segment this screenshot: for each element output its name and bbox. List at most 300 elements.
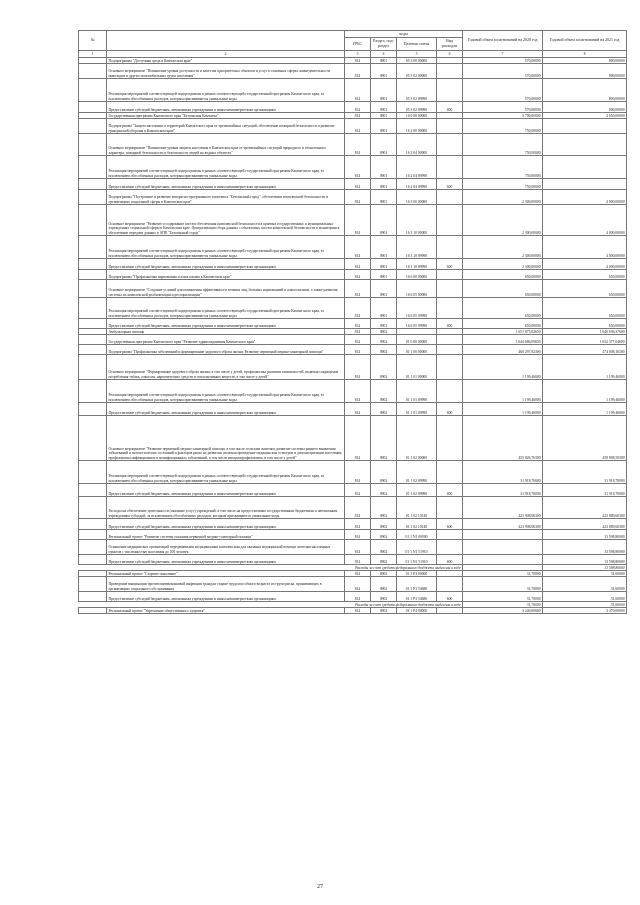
row-number [79, 259, 107, 270]
row-number [79, 64, 107, 79]
row-number [79, 592, 107, 602]
col-num-3: 3 [345, 51, 371, 58]
grbs-code: 814 [345, 355, 371, 380]
amount-2020: 31,70000 [463, 602, 543, 608]
expense-type-code [437, 608, 463, 614]
amount-2021: 423 889,60300 [543, 519, 627, 530]
grbs-code: 814 [345, 461, 371, 484]
amount-2021: 458 808,50300 [543, 416, 627, 461]
amount-2021: 800,00000 [543, 102, 627, 113]
amount-2021: 4 000,00000 [543, 236, 627, 259]
amount-2020 [463, 555, 543, 565]
row-name: Предоставление субсидий бюджетным, автономным учреждениям и иным некоммерческим организациям [107, 102, 345, 113]
table-row [79, 592, 627, 602]
amount-2021: 31,60000 [543, 577, 627, 592]
expense-type-code [437, 497, 463, 519]
row-name: Реализация мероприятий соответствующей подпрограммы в рамках соответствующей государственной программы Камчатского края, за исключением обособленных расходов, которым присваиваются уникальные коды [107, 79, 345, 102]
target-article-code: 01 0 00 00000 [397, 335, 437, 345]
amount-2020: 31,70000 [463, 571, 543, 577]
expense-type-code [437, 530, 463, 540]
expense-type-code [437, 335, 463, 345]
table-row [79, 497, 627, 519]
header-2021: Годовой объем ассигнований на 2021 год [543, 31, 627, 51]
table-row [79, 540, 627, 555]
row-number [79, 298, 107, 319]
row-name: Реализация мероприятий соответствующей подпрограммы в рамках соответствующей государственной программы Камчатского края, за исключением обособленных расходов, которым присваиваются уникальные коды [107, 298, 345, 319]
amount-2020: 570,00000 [463, 79, 543, 102]
table-row [79, 555, 627, 565]
amount-2020: 1 199,46000 [463, 403, 543, 416]
razdel-code: 0902 [371, 416, 397, 461]
amount-2020 [463, 530, 543, 540]
row-name: Амбулаторная помощь [107, 329, 345, 335]
grbs-code: 814 [345, 119, 371, 134]
expense-type-code [437, 345, 463, 355]
row-number [79, 608, 107, 614]
grbs-code: 814 [345, 298, 371, 319]
col-num-8: 8 [543, 51, 627, 58]
row-name: Подпрограмма "Защита населения и территорий Камчатского края от чрезвычайных ситуаций, обеспечение пожарной безопасности и развитие гражданской обороны в Камчатском крае" [107, 119, 345, 134]
grbs-code: 814 [345, 571, 371, 577]
table-row [79, 530, 627, 540]
amount-2021: 1 640 036,37600 [543, 329, 627, 335]
amount-2021: 650,00000 [543, 270, 627, 280]
row-name: Основное мероприятие "Повышение уровня защиты населения в Камчатском крае от чрезвычайных ситуаций природного и техногенного характера, пожарной безопасности и безопасности людей на водных объектах" [107, 134, 345, 156]
row-name: Региональный проект "Старшее поколение" [107, 571, 345, 577]
table-row [79, 403, 627, 416]
target-article-code: 01 1 02 09990 [397, 484, 437, 497]
expense-type-code [437, 119, 463, 134]
row-number [79, 530, 107, 540]
razdel-code: 0902 [371, 461, 397, 484]
target-article-code: 05 3 00 00000 [397, 58, 437, 64]
header-codes: коды [345, 31, 463, 38]
amount-2021: 31,60000 [543, 602, 627, 608]
row-name: Предоставление субсидий бюджетным, автономным учреждениям и иным некоммерческим организациям [107, 592, 345, 602]
row-number [79, 555, 107, 565]
razdel-code: 0902 [371, 540, 397, 555]
grbs-code: 814 [345, 519, 371, 530]
grbs-code: 814 [345, 102, 371, 113]
expense-type-code [437, 461, 463, 484]
header-vr: Вид расходов [437, 38, 463, 51]
amount-2021: 650,00000 [543, 298, 627, 319]
row-name: Предоставление субсидий бюджетным, автономным учреждениям и иным некоммерческим организациям [107, 259, 345, 270]
header-razdel: Раздел, под-раздел [371, 38, 397, 51]
row-name: Предоставление субсидий бюджетным, автономным учреждениям и иным некоммерческим организациям [107, 484, 345, 497]
row-name: Оснащение медицинских организаций передвижными медицинскими комплексами для оказания медицинской помощи жителям населенных пунктов с численностью населения до 100 человек [107, 540, 345, 555]
expense-type-code [437, 205, 463, 236]
target-article-code: 16 2 00 00000 [397, 119, 437, 134]
amount-2021: 4 000,00000 [543, 205, 627, 236]
amount-2020: 3 700,00000 [463, 113, 543, 119]
amount-2021: 423 889,60300 [543, 497, 627, 519]
target-article-code: 01 1 N1 51910 [397, 540, 437, 555]
target-article-code: 16 2 04 09990 [397, 179, 437, 190]
target-article-code: 01 1 P3 54680 [397, 592, 437, 602]
amount-2021: 1 199,46000 [543, 380, 627, 403]
grbs-code: 814 [345, 380, 371, 403]
grbs-code: 814 [345, 156, 371, 179]
row-name: Реализация мероприятий соответствующей подпрограммы в рамках соответствующей государственной программы Камчатского края, за исключением обособленных расходов, которым присваиваются уникальные коды [107, 156, 345, 179]
target-article-code: 16 2 04 00000 [397, 134, 437, 156]
federal-note: Расходы за счет средств федерального бюджета выделены в ходе [79, 602, 463, 608]
expense-type-code [437, 270, 463, 280]
amount-2021: 31 918,70000 [543, 461, 627, 484]
razdel-code: 0901 [371, 113, 397, 119]
row-number [79, 319, 107, 329]
budget-sheet [78, 30, 626, 614]
col-num-1: 1 [79, 51, 107, 58]
row-number [79, 416, 107, 461]
grbs-code: 814 [345, 205, 371, 236]
target-article-code: 01 1 01 09990 [397, 380, 437, 403]
grbs-code: 814 [345, 280, 371, 298]
row-name: Предоставление субсидий бюджетным, автономным учреждениям и иным некоммерческим организациям [107, 179, 345, 190]
razdel-code: 0901 [371, 270, 397, 280]
table-row [79, 259, 627, 270]
row-name: Региональный проект "Укрепление общественного здоровья" [107, 608, 345, 614]
expense-type-code [437, 236, 463, 259]
grbs-code: 814 [345, 497, 371, 519]
amount-2020: 750,00000 [463, 134, 543, 156]
amount-2020: 423 908,06300 [463, 497, 543, 519]
header-row [79, 31, 627, 38]
federal-note: Расходы за счет средств федерального бюджета выделены в ходе [79, 565, 463, 571]
header-grbs: ГРБС [345, 38, 371, 51]
target-article-code: 01 1 P3 54680 [397, 577, 437, 592]
header-2020: Годовой объем ассигнований на 2020 год [463, 31, 543, 51]
grbs-code: 814 [345, 416, 371, 461]
table-row [79, 190, 627, 205]
table-row [79, 484, 627, 497]
row-name: Основное мероприятие "Создание условий для повышения эффективности лечения лиц, больных наркоманией и алкоголизмом, а также развития системы их комплексной реабилитации и ресоциализации" [107, 280, 345, 298]
row-number [79, 236, 107, 259]
header-name [107, 31, 345, 51]
razdel-code: 0901 [371, 298, 397, 319]
amount-2021: 1 632 377,04600 [543, 335, 627, 345]
row-name: Предоставление субсидий бюджетным, автономным учреждениям и иным некоммерческим организациям [107, 403, 345, 416]
grbs-code: 814 [345, 79, 371, 102]
target-article-code: 16 3 00 00000 [397, 190, 437, 205]
target-article-code: 01 1 02 10140 [397, 519, 437, 530]
amount-2020: 750,00000 [463, 119, 543, 134]
row-number [79, 380, 107, 403]
grbs-code: 814 [345, 530, 371, 540]
target-article-code: 01 1 02 10140 [397, 497, 437, 519]
amount-2020: 31 918,70000 [463, 484, 543, 497]
razdel-code: 0902 [371, 571, 397, 577]
grbs-code: 814 [345, 403, 371, 416]
table-row [79, 298, 627, 319]
amount-2020: 2 300,00000 [463, 259, 543, 270]
row-number [79, 205, 107, 236]
row-name: Реализация мероприятий соответствующей подпрограммы в рамках соответствующей государственной программы Камчатского края, за исключением обособленных расходов, которым присваиваются уникальные коды [107, 380, 345, 403]
row-number [79, 519, 107, 530]
expense-type-code [437, 298, 463, 319]
target-article-code: 01 1 P4 00000 [397, 608, 437, 614]
expense-type-code: 600 [437, 555, 463, 565]
row-name: Реализация мероприятий соответствующей подпрограммы в рамках соответствующей государственной программы Камчатского края, за исключением обособленных расходов, которым присваиваются уникальные коды [107, 461, 345, 484]
grbs-code: 814 [345, 190, 371, 205]
row-name: Предоставление субсидий бюджетным, автономным учреждениям и иным некоммерческим организациям [107, 519, 345, 530]
table-row [79, 102, 627, 113]
amount-2020: 650,00000 [463, 280, 543, 298]
target-article-code: 05 3 02 00000 [397, 64, 437, 79]
amount-2020: 750,00000 [463, 179, 543, 190]
target-article-code: 01 1 02 09990 [397, 461, 437, 484]
row-name: Основное мероприятие "Повышение уровня доступности и качества приоритетных объектов и услуг в основных сферах жизнедеятельности инвалидов и других маломобильных групп населения" [107, 64, 345, 79]
row-number [79, 403, 107, 416]
row-number [79, 119, 107, 134]
grbs-code: 814 [345, 319, 371, 329]
grbs-code: 814 [345, 179, 371, 190]
razdel-code: 0901 [371, 119, 397, 134]
expense-type-code [437, 190, 463, 205]
razdel-code: 0901 [371, 205, 397, 236]
expense-type-code: 600 [437, 259, 463, 270]
row-name: Основное мероприятие "Развитие первичной медико-санитарной помощи, в том числе сельским жителям, развитие системы раннего выявления заболеваний и патологических состояний и факторов риска их развития, включая проведение медицинских осмотров и диспансеризации населения, профилактика инфекционных и неинфекционных заболеваний, в том числе иммунопрофилактика, в том числе у детей" [107, 416, 345, 461]
table-row [79, 319, 627, 329]
table-row [79, 608, 627, 614]
razdel-code: 0902 [371, 530, 397, 540]
table-row [79, 270, 627, 280]
amount-2021: 650,00000 [543, 319, 627, 329]
grbs-code: 814 [345, 58, 371, 64]
amount-2020: 570,00000 [463, 102, 543, 113]
razdel-code: 0901 [371, 259, 397, 270]
row-number [79, 345, 107, 355]
row-number [79, 461, 107, 484]
table-row [79, 280, 627, 298]
amount-2020: 1 644 686,09650 [463, 335, 543, 345]
razdel-code: 0901 [371, 190, 397, 205]
expense-type-code [437, 380, 463, 403]
amount-2020: 1 199,46000 [463, 355, 543, 380]
row-number [79, 156, 107, 179]
razdel-code: 0902 [371, 403, 397, 416]
grbs-code: 814 [345, 577, 371, 592]
row-number [79, 577, 107, 592]
expense-type-code [437, 355, 463, 380]
table-row [79, 79, 627, 102]
budget-table [78, 30, 627, 614]
target-article-code: 01 1 01 00000 [397, 355, 437, 380]
row-number [79, 179, 107, 190]
target-article-code: 16 3 10 09990 [397, 259, 437, 270]
target-article-code: 01 1 02 00000 [397, 416, 437, 461]
expense-type-code [437, 577, 463, 592]
amount-2021: 31,60000 [543, 571, 627, 577]
amount-2020: 570,00000 [463, 64, 543, 79]
razdel-code: 0902 [371, 577, 397, 592]
row-number [79, 355, 107, 380]
expense-type-code [437, 134, 463, 156]
amount-2020: 750,00000 [463, 156, 543, 179]
amount-2021: 4 650,00000 [543, 113, 627, 119]
table-row [79, 179, 627, 190]
row-number [79, 270, 107, 280]
col-num-6: 6 [437, 51, 463, 58]
amount-2020: 460 297,92300 [463, 345, 543, 355]
table-row [79, 205, 627, 236]
grbs-code: 814 [345, 329, 371, 335]
amount-2021: 800,00000 [543, 64, 627, 79]
amount-2020: 650,00000 [463, 270, 543, 280]
razdel-code: 0902 [371, 335, 397, 345]
header-csr: Целевая статья [397, 38, 437, 51]
expense-type-code [437, 156, 463, 179]
row-name: Подпрограмма "Профилактика заболеваний и формирование здорового образа жизни. Развитие первичной медико-санитарной помощи" [107, 345, 345, 355]
razdel-code: 0902 [371, 555, 397, 565]
grbs-code: 814 [345, 270, 371, 280]
amount-2021: 13 598,80000 [543, 540, 627, 555]
table-row [79, 416, 627, 461]
amount-2021: 13 598,80000 [543, 565, 627, 571]
row-name: Государственная программа Камчатского края "Развитие здравоохранения Камчатского края" [107, 335, 345, 345]
row-number [79, 484, 107, 497]
razdel-code: 0901 [371, 102, 397, 113]
amount-2020: 650,00000 [463, 319, 543, 329]
amount-2021: 800,00000 [543, 79, 627, 102]
row-name: Региональный проект "Развитие системы оказания первичной медико-санитарной помощи" [107, 530, 345, 540]
razdel-code: 0902 [371, 592, 397, 602]
table-row [79, 461, 627, 484]
amount-2020: 1 651 875,02650 [463, 329, 543, 335]
grbs-code: 814 [345, 540, 371, 555]
row-name: Предоставление субсидий бюджетным, автономным учреждениям и иным некоммерческим организациям [107, 555, 345, 565]
amount-2021: 800,00000 [543, 58, 627, 64]
amount-2021: 13 598,80000 [543, 530, 627, 540]
razdel-code: 0901 [371, 179, 397, 190]
razdel-code: 0902 [371, 497, 397, 519]
table-row [79, 335, 627, 345]
expense-type-code [437, 416, 463, 461]
row-number [79, 540, 107, 555]
amount-2021: 1 199,46000 [543, 355, 627, 380]
table-row [79, 519, 627, 530]
target-article-code: 16 6 05 00000 [397, 280, 437, 298]
amount-2021: 13 598,80000 [543, 555, 627, 565]
amount-2021: 1 199,46000 [543, 403, 627, 416]
expense-type-code: 600 [437, 519, 463, 530]
grbs-code: 814 [345, 64, 371, 79]
razdel-code: 0901 [371, 280, 397, 298]
expense-type-code [437, 79, 463, 102]
target-article-code: 16 6 05 09990 [397, 298, 437, 319]
razdel-code: 0902 [371, 484, 397, 497]
amount-2021: 4 000,00000 [543, 259, 627, 270]
target-article-code: 16 2 04 09990 [397, 156, 437, 179]
col-num-5: 5 [397, 51, 437, 58]
table-row [79, 380, 627, 403]
row-number [79, 190, 107, 205]
grbs-code: 814 [345, 134, 371, 156]
razdel-code: 0901 [371, 236, 397, 259]
col-num-7: 7 [463, 51, 543, 58]
table-row [79, 156, 627, 179]
razdel-code: 0902 [371, 345, 397, 355]
razdel-code: 0901 [371, 319, 397, 329]
amount-2020: 570,00000 [463, 58, 543, 64]
row-name: Государственная программа Камчатского края "Безопасная Камчатка" [107, 113, 345, 119]
expense-type-code [437, 64, 463, 79]
target-article-code: 01 1 N1 00000 [397, 530, 437, 540]
grbs-code: 814 [345, 259, 371, 270]
table-row [79, 236, 627, 259]
target-article-code: 05 3 02 09990 [397, 79, 437, 102]
table-row [79, 134, 627, 156]
col-num-4: 4 [371, 51, 397, 58]
razdel-code: 0902 [371, 380, 397, 403]
amount-2020: 650,00000 [463, 298, 543, 319]
target-article-code: 16 6 05 09990 [397, 319, 437, 329]
amount-2021: 474 008,16300 [543, 345, 627, 355]
row-name: Реализация мероприятий соответствующей подпрограммы в рамках соответствующей государственной программы Камчатского края, за исключением обособленных расходов, которым присваиваются уникальные коды [107, 236, 345, 259]
amount-2021: 4 000,00000 [543, 190, 627, 205]
target-article-code: 01 1 00 00000 [397, 345, 437, 355]
col-num-2: 2 [107, 51, 345, 58]
razdel-code: 0901 [371, 58, 397, 64]
expense-type-code [437, 540, 463, 555]
grbs-code: 814 [345, 592, 371, 602]
razdel-code: 0901 [371, 64, 397, 79]
table-row [79, 577, 627, 592]
amount-2020: 31 918,70000 [463, 461, 543, 484]
expense-type-code: 600 [437, 319, 463, 329]
target-article-code: 16 0 00 00000 [397, 113, 437, 119]
row-name: Подпрограмма "Профилактика наркомании и алкоголизма в Камчатском крае" [107, 270, 345, 280]
row-number [79, 335, 107, 345]
table-row [79, 355, 627, 380]
target-article-code: 01 1 N1 51910 [397, 555, 437, 565]
table-row [79, 64, 627, 79]
amount-2020: 423 908,06300 [463, 519, 543, 530]
grbs-code: 814 [345, 236, 371, 259]
row-name: Предоставление субсидий бюджетным, автономным учреждениям и иным некоммерческим организациям [107, 319, 345, 329]
amount-2021: 31,60000 [543, 592, 627, 602]
amount-2021 [543, 119, 627, 134]
target-article-code: 01 1 P3 00000 [397, 571, 437, 577]
target-article-code: 05 3 02 09990 [397, 102, 437, 113]
target-article-code: 01 1 01 09990 [397, 403, 437, 416]
row-number [79, 497, 107, 519]
razdel-code: 0902 [371, 355, 397, 380]
target-article-code: 16 3 10 09990 [397, 236, 437, 259]
amount-2021 [543, 156, 627, 179]
row-name: Подпрограмма "Построение и развитие аппаратно-программного комплекса "Безопасный город", обеспечение комплексной безопасности в организациях социальной сферы в Камчатском крае" [107, 190, 345, 205]
expense-type-code: 600 [437, 102, 463, 113]
amount-2021: 3 370,00000 [543, 608, 627, 614]
table-row [79, 119, 627, 134]
grbs-code: 814 [345, 113, 371, 119]
expense-type-code: 600 [437, 179, 463, 190]
amount-2020: 2 300,00000 [463, 236, 543, 259]
target-article-code: 16 3 10 00000 [397, 205, 437, 236]
row-number [79, 79, 107, 102]
amount-2021 [543, 179, 627, 190]
expense-type-code [437, 280, 463, 298]
row-name: Расходы на обеспечение деятельности (оказание услуг) учреждений, в том числе на предоставление государственным бюджетным и автономным учреждениям субсидий, за исключением обособленных расходов, которым присваиваются уникальные коды [107, 497, 345, 519]
razdel-code: 0902 [371, 329, 397, 335]
row-name: Основное мероприятие "Формирование здорового образа жизни, в том числе у детей, профилактика развития зависимостей, включая сокращение потребления табака, алкоголя, наркотических средств и психоактивных веществ, в том числе у детей" [107, 355, 345, 380]
target-article-code: 16 6 00 00000 [397, 270, 437, 280]
razdel-code: 0901 [371, 79, 397, 102]
razdel-code: 0902 [371, 519, 397, 530]
row-number [79, 280, 107, 298]
table-row [79, 345, 627, 355]
razdel-code: 0901 [371, 134, 397, 156]
